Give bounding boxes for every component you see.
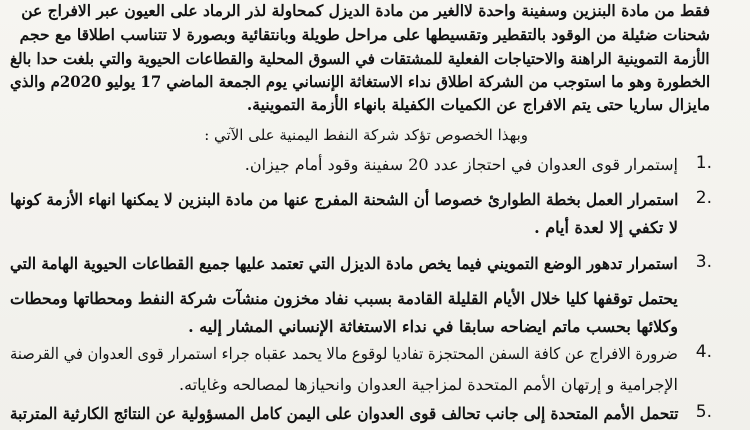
intro-line: شحنات ضئيلة من الوقود بالتقطير وتقسيطها على مراحل طويلة وبانتقائية وبصورة لا تتناسب اطلاقا مع حجم [19,25,710,44]
intro-line: مايزال ساريا حتى يتم الافراج عن الكميات الكفيلة بانهاء الأزمة التموينية. [246,95,710,114]
intro-line: الخطورة وهو ما استوجب من الشركة اطلاق نداء الاستغاثة الإنساني يوم الجمعة الماضي 17 يوليو 2020م والذي [9,72,710,91]
list-item-line: ضرورة الافراج عن كافة السفن المحتجزة تفاديا لوقوع مالا يحمد عقباه جراء استمرار قوى العدوان في القرصنة [10,344,678,363]
list-item-line: الإجرامية و إرتهان الأمم المتحدة لمزاجية العدوان وانحيازها لمصالحه وغاياته. [179,375,678,394]
list-item-line: تتحمل الأمم المتحدة إلى جانب تحالف قوى العدوان على اليمن كامل المسؤولية عن النتائج الكارثية المترتبة [9,404,678,423]
item-number: 3. [695,252,712,272]
item-number: 4. [695,342,712,362]
item-number: 2. [695,188,712,208]
item-number: 5. [695,402,712,422]
list-item-line: إستمرار قوى العدوان في احتجاز عدد 20 سفينة وقود أمام جيزان. [244,155,678,174]
intro-line: فقط من مادة البنزين وسفينة واحدة لاالغير من مادة الديزل كمحاولة لذر الرماد على العيون عبر الافراج عن [21,1,710,20]
list-item-line: لا تكفي إلا لعدة أيام . [534,218,678,237]
list-item-line: استمرار تدهور الوضع التمويني فيما يخص مادة الديزل التي تعتمد عليها جميع القطاعات الحيوية الهامة التي [10,254,678,273]
intro-line: الأزمة التموينية الراهنة والاحتياجات الفعلية للمشتقات في السوق المحلية والقطاعات الحيوية والتي بلغت حدا بالغ [10,49,710,68]
item-number: 1. [695,153,712,173]
list-item-line: استمرار العمل بخطة الطوارئ خصوصا أن الشحنة المفرج عنها من مادة البنزين لا يمكنها انهاء الأزمة كونها [9,190,678,209]
list-item-line: يحتمل توقفها كليا خلال الأيام القليلة القادمة بسبب نفاد مخزون منشآت شركة النفط ومحطاتها ومحطات [10,289,678,308]
list-heading: وبهذا الخصوص تؤكد شركة النفط اليمنية على الآتي : [204,126,528,144]
list-item-line: وكلائها بحسب ماتم ايضاحه سابقا في نداء الاستغاثة الإنساني المشار إليه . [188,317,678,336]
